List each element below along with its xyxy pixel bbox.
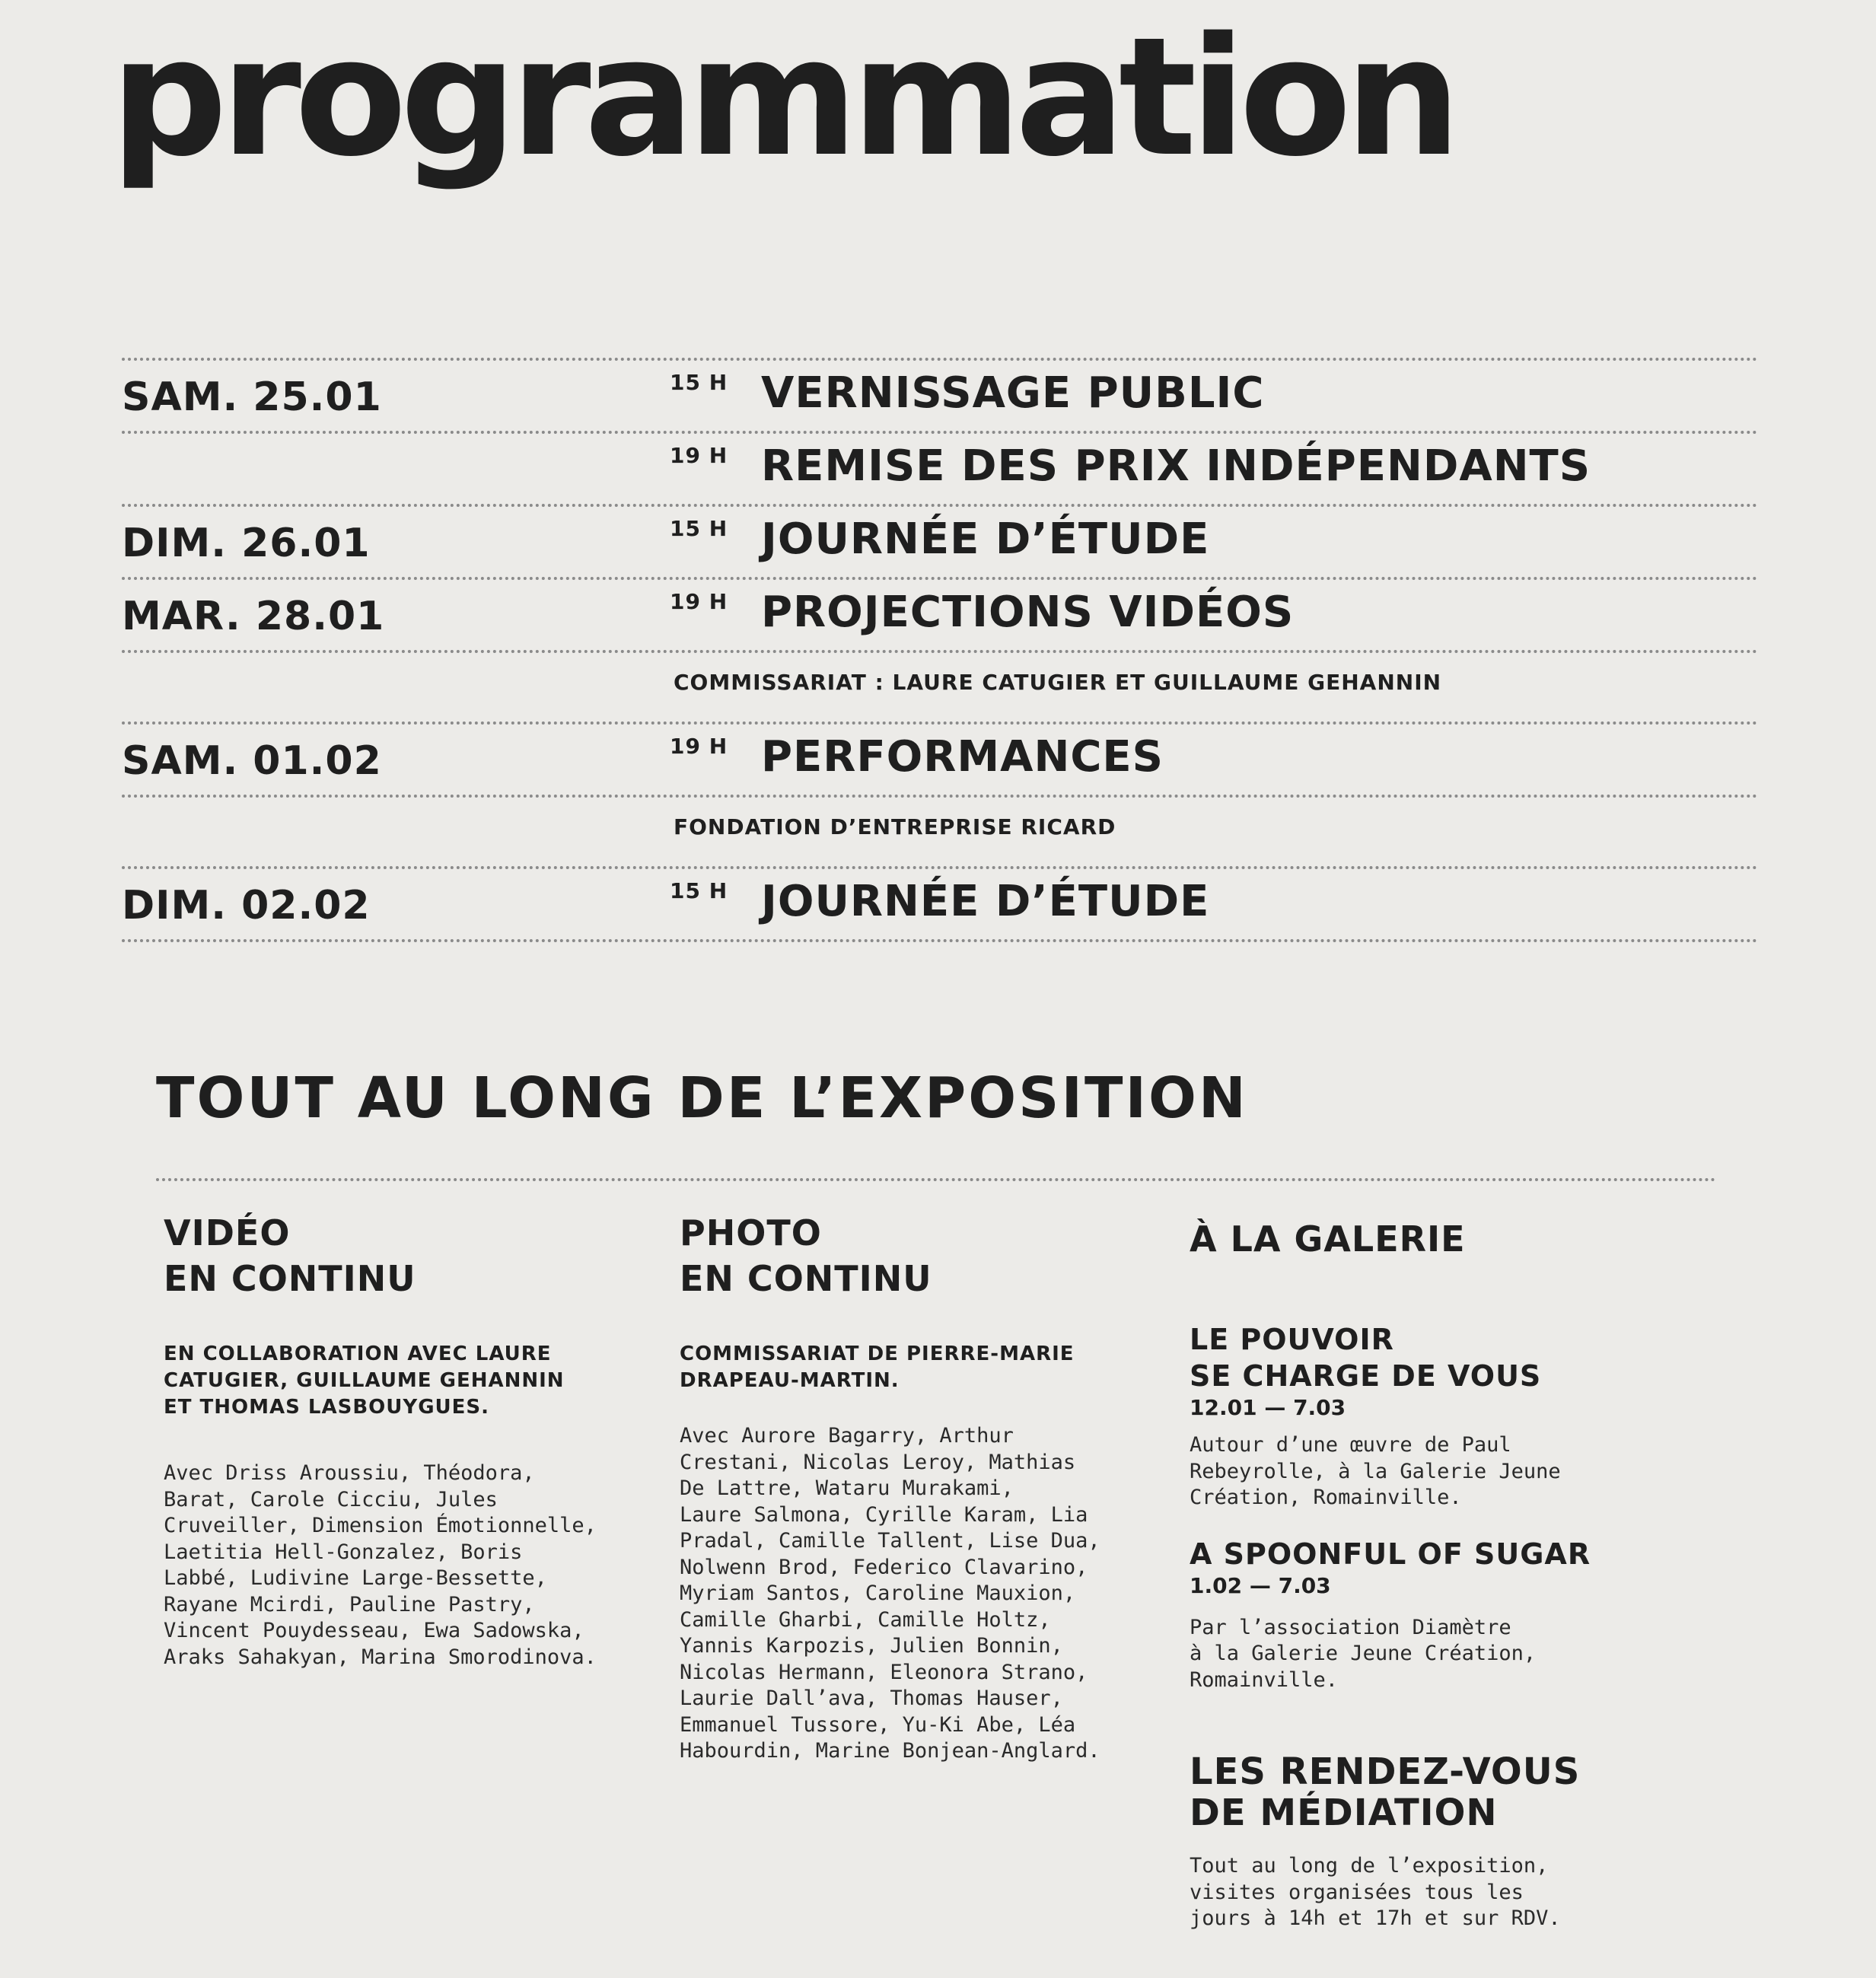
schedule-row — [122, 580, 1758, 653]
page-title: programmation — [110, 2, 1455, 193]
schedule-row — [122, 869, 1758, 942]
galerie-item-body: Par l’association Diamètre à la Galerie Jeune Création, Romainville. — [1190, 1615, 1537, 1692]
galerie-heading: À LA GALERIE — [1190, 1218, 1466, 1260]
mediation-body: Tout au long de l’exposition, visites organisées tous les jours à 14h et 17h et sur RDV. — [1190, 1854, 1561, 1930]
schedule-row — [122, 358, 1758, 434]
exhibition-heading: TOUT AU LONG DE L’EXPOSITION — [156, 1065, 1248, 1131]
schedule-event: JOURNÉE D’ÉTUDE — [761, 877, 1210, 926]
video-artists: Avec Driss Aroussiu, Théodora, Barat, Carole Cicciu, Jules Cruveiller, Dimension Émotionnelle, Laetitia Hell-Gonzalez, Boris Labbé, Ludivine Large-Bessette, Rayane Mcirdi, Pauline Pastry, Vincent Pouydesseau, Ewa Sadowska, Araks Sahakyan, Marina Smorodinova. — [164, 1461, 597, 1669]
schedule-date: SAM. 25.01 — [122, 374, 382, 420]
mediation-heading: LES RENDEZ-VOUS DE MÉDIATION — [1190, 1750, 1581, 1834]
schedule-date: SAM. 01.02 — [122, 738, 382, 784]
schedule-time: 19 H — [670, 589, 728, 614]
photo-credits: COMMISSARIAT DE PIERRE-MARIE DRAPEAU-MARTIN. — [680, 1343, 1075, 1392]
schedule-time: 15 H — [670, 370, 728, 395]
galerie-item-title: LE POUVOIR SE CHARGE DE VOUS — [1190, 1323, 1542, 1393]
schedule-time: 19 H — [670, 734, 728, 759]
schedule-note-row — [122, 798, 1758, 869]
schedule-event: JOURNÉE D’ÉTUDE — [761, 514, 1210, 564]
schedule-date: MAR. 28.01 — [122, 594, 385, 639]
schedule-time: 15 H — [670, 878, 728, 903]
schedule-time: 19 H — [670, 443, 728, 468]
schedule-note: FONDATION D’ENTREPRISE RICARD — [674, 814, 1116, 839]
dotted-divider — [156, 1178, 1716, 1181]
photo-artists: Avec Aurore Bagarry, Arthur Crestani, Nicolas Leroy, Mathias De Lattre, Wataru Murakami, Laure Salmona, Cyrille Karam, Lia Pradal, Camille Tallent, Lise Dua, Nolwenn Brod, Federico Clavarino, Myriam Santos, Caroline Mauxion, Camille Gharbi, Camille Holtz, Yannis Karpozis, Julien Bonnin, Nicolas Hermann, Eleonora Strano, Laurie Dall’ava, Thomas Hauser, Emmanuel Tussore, Yu-Ki Abe, Léa Habourdin, Marine Bonjean-Anglard. — [680, 1424, 1100, 1763]
video-credits: EN COLLABORATION AVEC LAURE CATUGIER, GUILLAUME GEHANNIN ET THOMAS LASBOUYGUES. — [164, 1343, 565, 1419]
galerie-item-title: A SPOONFUL OF SUGAR — [1190, 1537, 1591, 1571]
galerie-item-body: Autour d’une œuvre de Paul Rebeyrolle, à la Galerie Jeune Création, Romainville. — [1190, 1433, 1561, 1509]
schedule-table — [122, 358, 1758, 942]
schedule-row — [122, 725, 1758, 798]
video-heading: VIDÉO EN CONTINU — [164, 1212, 416, 1299]
photo-heading: PHOTO EN CONTINU — [680, 1212, 932, 1299]
photo-column — [680, 1210, 1167, 1765]
schedule-date: DIM. 26.01 — [122, 521, 371, 566]
galerie-item-dates: 1.02 — 7.03 — [1190, 1572, 1331, 1598]
schedule-event: REMISE DES PRIX INDÉPENDANTS — [761, 441, 1591, 491]
schedule-row — [122, 507, 1758, 580]
schedule-event: PROJECTIONS VIDÉOS — [761, 588, 1295, 637]
schedule-note-row — [122, 653, 1758, 725]
galerie-item-dates: 12.01 — 7.03 — [1190, 1395, 1346, 1420]
video-column — [164, 1210, 651, 1671]
galerie-column — [1190, 1210, 1707, 1932]
schedule-time: 15 H — [670, 516, 728, 541]
schedule-event: PERFORMANCES — [761, 732, 1164, 782]
schedule-row — [122, 434, 1758, 507]
schedule-note: COMMISSARIAT : LAURE CATUGIER ET GUILLAUME GEHANNIN — [674, 670, 1442, 695]
schedule-date: DIM. 02.02 — [122, 883, 371, 928]
schedule-event: VERNISSAGE PUBLIC — [761, 368, 1265, 418]
